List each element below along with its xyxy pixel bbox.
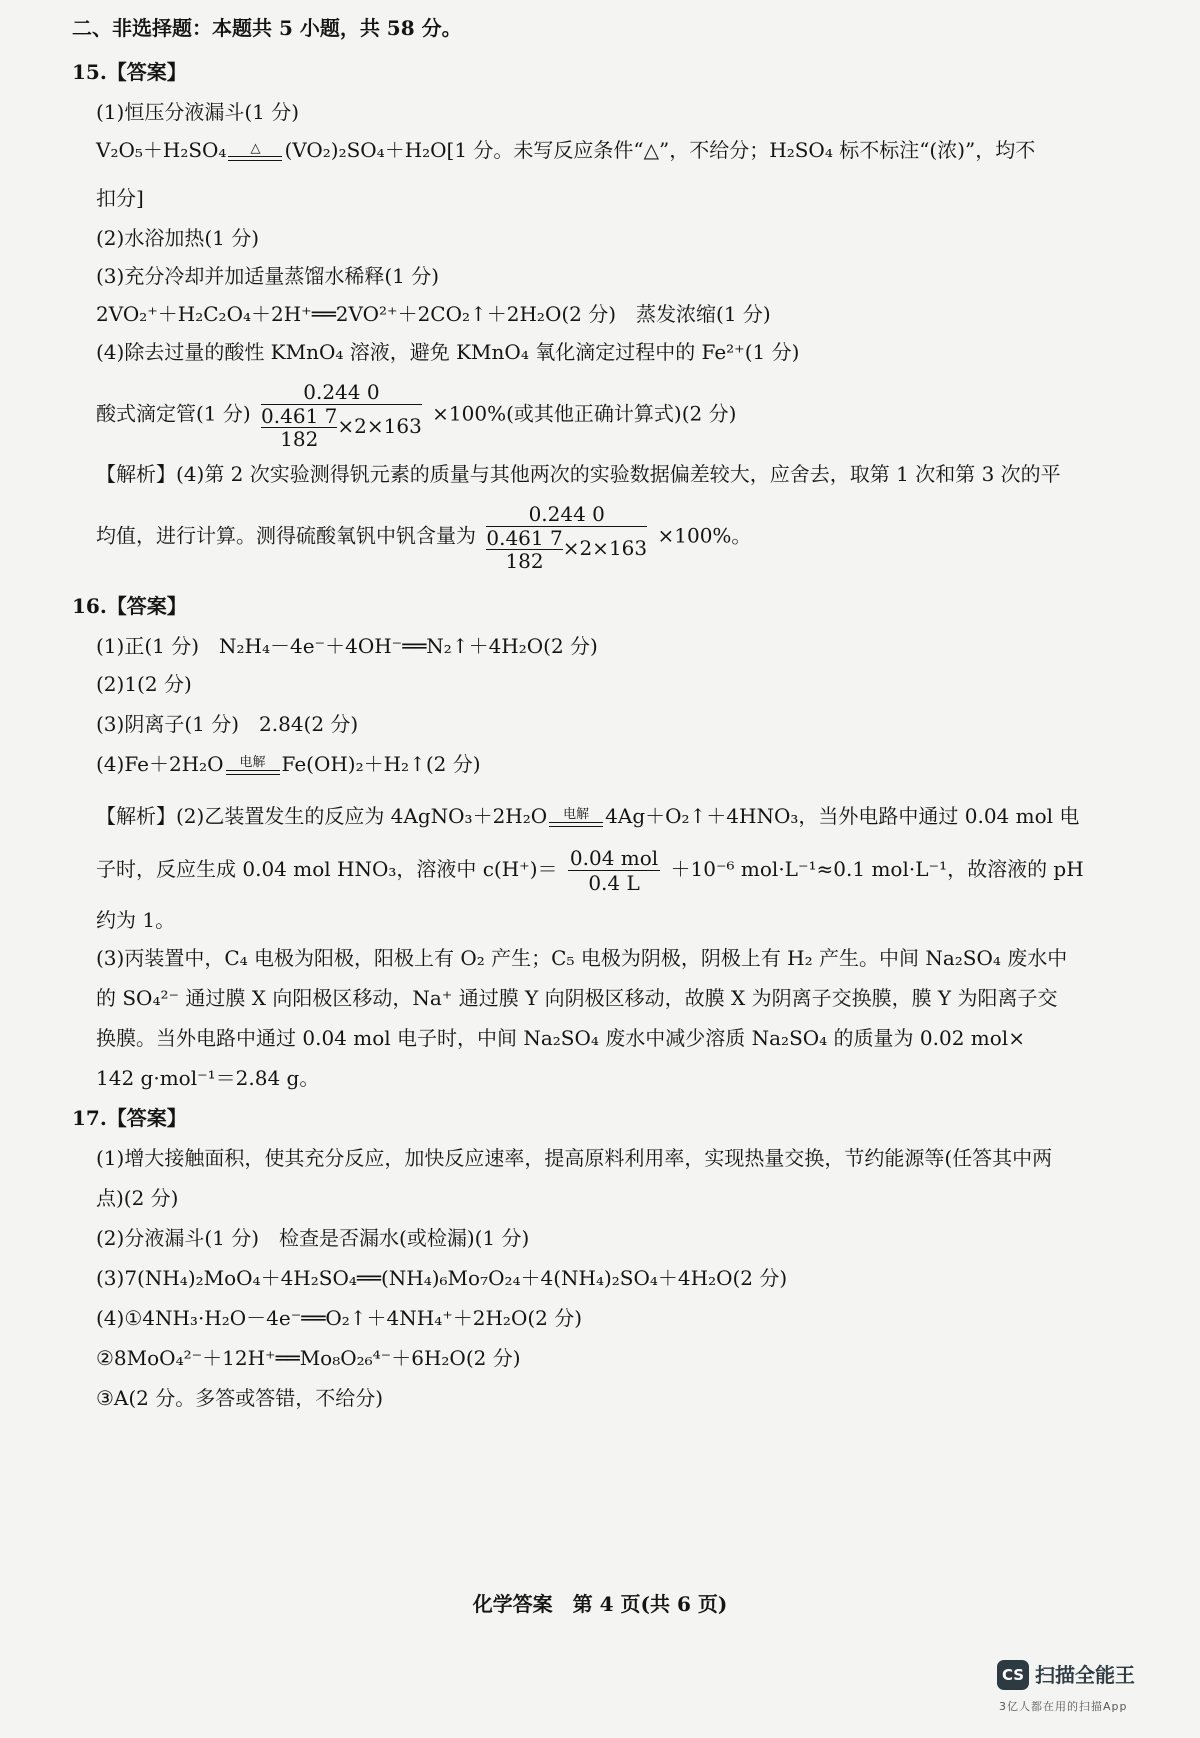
camscanner-logo-icon: CS (997, 1660, 1029, 1690)
equals-arrow (228, 156, 282, 161)
q16-header: 16.【答案】 (72, 594, 187, 618)
q15-analysis-1: 【解析】(4)第 2 次实验测得钒元素的质量与其他两次的实验数据偏差较大，应舍去，取第 1 次和第 3 次的平 (96, 462, 1061, 486)
fraction-denominator: 0.4 L (588, 871, 640, 895)
fraction-numerator: 0.04 mol (569, 846, 659, 870)
fraction (261, 380, 422, 450)
watermark-tagline: 3亿人都在用的扫描App (999, 1700, 1128, 1713)
inner-fraction: $\frac{0.461 7}{182}$ (261, 404, 338, 451)
q17-line-7: ③A(2 分。多答或答错，不给分) (96, 1386, 384, 1410)
equals-arrow (549, 822, 603, 827)
q16-line-2: (2)1(2 分) (96, 672, 192, 696)
section-title: 二、非选择题：本题共 5 小题，共 58 分。 (72, 16, 462, 40)
q17-header: 17.【答案】 (72, 1106, 187, 1130)
fraction (568, 846, 660, 895)
q17-line-4: (3)7(NH₄)₂MoO₄＋4H₂SO₄══(NH₄)₆Mo₇O₂₄＋4(NH₄)₂SO₄＋4H₂O(2 分) (96, 1266, 788, 1290)
page-footer: 化学答案 第 4 页(共 6 页) (472, 1592, 728, 1616)
q17-line-2: 点)(2 分) (96, 1186, 179, 1210)
reaction-condition (226, 756, 280, 775)
q15-line-1: (1)恒压分液漏斗(1 分) (96, 100, 300, 124)
q15-analysis-2: 均值，进行计算。测得硫酸氧钒中钒含量为 0.244 0 $\frac{0.461 7}{182}$ ×2×163 ×100%。 (96, 502, 752, 573)
inner-fraction: $\frac{0.461 7}{182}$ (486, 526, 563, 573)
q17-line-1: (1)增大接触面积，使其充分反应，加快反应速率，提高原料利用率，实现热量交换，节约能源等(任答其中两 (96, 1146, 1053, 1170)
q16-analysis-1: 【解析】(2)乙装置发生的反应为 4AgNO₃＋2H₂O 电解 4Ag＋O₂↑＋4HNO₃，当外电路中通过 0.04 mol 电 (96, 804, 1080, 828)
heat-symbol: △ (250, 141, 261, 156)
q16-line-1: (1)正(1 分) N₂H₄－4e⁻＋4OH⁻══N₂↑＋4H₂O(2 分) (96, 634, 598, 658)
q17-line-5: (4)①4NH₃·H₂O－4e⁻══O₂↑＋4NH₄⁺＋2H₂O(2 分) (96, 1306, 583, 1330)
reaction-condition (228, 142, 282, 161)
q16-analysis-5: 的 SO₄²⁻ 通过膜 X 向阳极区移动，Na⁺ 通过膜 Y 向阴极区移动，故膜 X 为阴离子交换膜，膜 Y 为阳离子交 (96, 986, 1058, 1010)
fraction (486, 502, 647, 572)
q15-eq-left: V₂O₅＋H₂SO₄ (96, 138, 227, 162)
q15-line-4: (2)水浴加热(1 分) (96, 226, 260, 250)
q16-analysis-6: 换膜。当外电路中通过 0.04 mol 电子时，中间 Na₂SO₄ 废水中减少溶质 Na₂SO₄ 的质量为 0.02 mol× (96, 1026, 1025, 1050)
q16-analysis-2: 子时，反应生成 0.04 mol HNO₃，溶液中 c(H⁺)＝ $\frac{\text{0.04 mol}}{0.4 L}$ ＋10⁻⁶ mol·L⁻¹≈0.1 mol·L⁻¹，故溶液的 pH (96, 846, 1084, 895)
watermark-name: 扫描全能王 (1035, 1663, 1135, 1687)
q15-line-8 (96, 380, 736, 450)
q15-line-5: (3)充分冷却并加适量蒸馏水稀释(1 分) (96, 264, 440, 288)
q17-line-6: ②8MoO₄²⁻＋12H⁺══Mo₈O₂₆⁴⁻＋6H₂O(2 分) (96, 1346, 521, 1370)
q15-line-2 (96, 138, 1035, 162)
q15-line-3: 扣分] (96, 186, 144, 210)
fraction-numerator: 0.244 0 (486, 502, 647, 527)
fraction-denominator: $\frac{0.461 7}{182}$ ×2×163 (486, 526, 648, 573)
q15-line-6: 2VO₂⁺＋H₂C₂O₄＋2H⁺══2VO²⁺＋2CO₂↑＋2H₂O(2 分) 蒸发浓缩(1 分) (96, 302, 771, 326)
equals-arrow (226, 770, 280, 775)
q16-analysis-3: 约为 1。 (96, 908, 176, 932)
q15-eq-right: (VO₂)₂SO₄＋H₂O[1 分。未写反应条件“△”，不给分；H₂SO₄ 标不标注“(浓)”，均不 (284, 138, 1036, 162)
q16-analysis-7: 142 g·mol⁻¹＝2.84 g。 (96, 1066, 320, 1090)
q15-burette: 酸式滴定管(1 分) (96, 401, 251, 426)
q15-header: 15.【答案】 (72, 60, 187, 84)
q17-line-3: (2)分液漏斗(1 分) 检查是否漏水(或检漏)(1 分) (96, 1226, 530, 1250)
reaction-condition (549, 808, 603, 827)
fraction-numerator: 0.244 0 (261, 380, 422, 405)
q15-formula-tail: ×100%(或其他正确计算式)(2 分) (432, 401, 737, 426)
fraction-denominator: $\frac{0.461 7}{182}$ ×2×163 (261, 404, 422, 451)
q16-analysis-4: (3)丙装置中，C₄ 电极为阳极，阳极上有 O₂ 产生；C₅ 电极为阴极，阴极上有 H₂ 产生。中间 Na₂SO₄ 废水中 (96, 946, 1068, 970)
q15-line-7: (4)除去过量的酸性 KMnO₄ 溶液，避免 KMnO₄ 氧化滴定过程中的 Fe²⁺(1 分) (96, 340, 800, 364)
scanner-watermark (997, 1658, 1187, 1722)
q16-line-4: (4)Fe＋2H₂O 电解 Fe(OH)₂＋H₂↑(2 分) (96, 752, 481, 776)
electrolysis-label: 电解 (239, 755, 266, 770)
q16-line-3: (3)阴离子(1 分) 2.84(2 分) (96, 712, 359, 736)
electrolysis-label: 电解 (563, 807, 590, 822)
